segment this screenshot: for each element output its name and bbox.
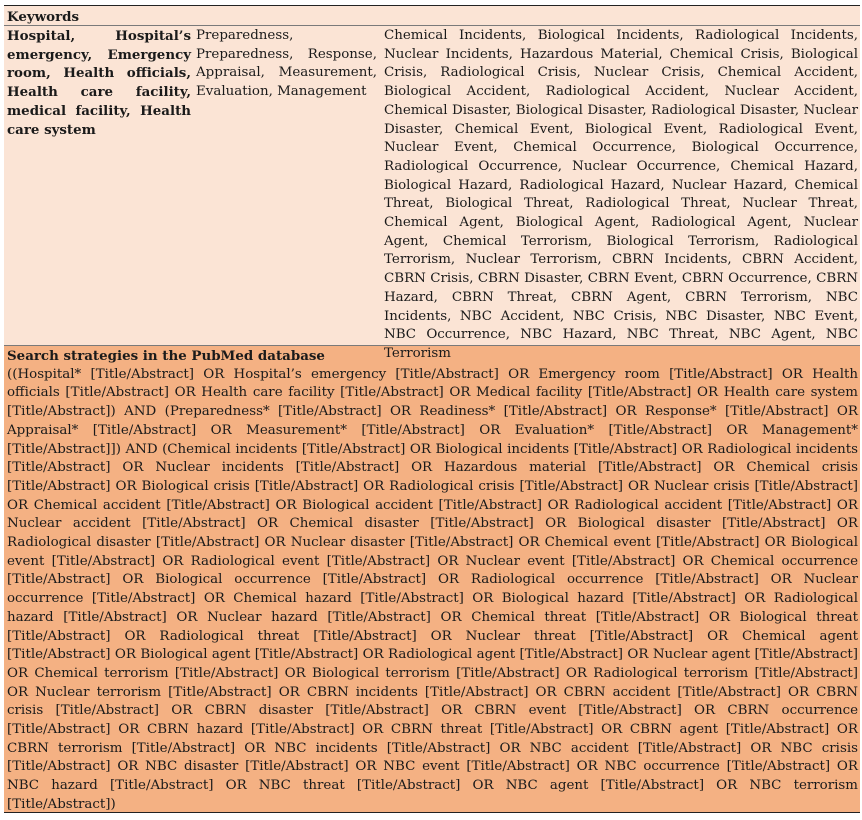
- setting-keywords-cell: Hospital, Hospital’s emergency, Emergency room, Health officials, Health care facility, medical facility, Health care system: [7, 28, 191, 138]
- keywords-header-row: [4, 6, 860, 26]
- keywords-header: Keywords: [7, 9, 80, 25]
- preparedness-keywords-cell: Preparedness, Preparedness, Response, Appraisal, Measurement, Evaluation, Management: [196, 28, 377, 100]
- search-strategy-text: ((Hospital* [Title/Abstract] OR Hospital’s emergency [Title/Abstract] OR Emergency room [Title/Abstract] OR Health officials [Title/Abstract] OR Health care facility [Title/Abstract] OR Medical facility [Title/Abstract] OR Health care system [Title/Abstract]) AND (Preparedness* [Title/Abstract] OR Readiness* [Title/Abstract] OR Response* [Title/Abstract] OR Appraisal* [Title/Abstract] OR Measurement* [Title/Abstract] OR Evaluation* [Title/Abstract] OR Management* [Title/Abstract]]) AND (Chemical incidents [Title/Abstract] OR Biological incidents [Title/Abstract] OR Radiological incidents [Title/Abstract] OR Nuclear incidents [Title/Abstract] OR Hazardous material [Title/Abstract] OR Chemical crisis [Title/Abstract] OR Biological crisis [Title/Abstract] OR Radiological crisis [Title/Abstract] OR Nuclear crisis [Title/Abstract] OR Chemical accident [Title/Abstract] OR Biological accident [Title/Abstract] OR Radiological accident [Title/Abstract] OR Nuclear accident [Title/Abstract] OR Chemical disaster [Title/Abstract] OR Biological disaster [Title/Abstract] OR Radiological disaster [Title/Abstract] OR Nuclear disaster [Title/Abstract] OR Chemical event [Title/Abstract] OR Biological event [Title/Abstract] OR Radiological event [Title/Abstract] OR Nuclear event [Title/Abstract] OR Chemical occurrence [Title/Abstract] OR Biological occurrence [Title/Abstract] OR Radiological occurrence [Title/Abstract] OR Nuclear occurrence [Title/Abstract] OR Chemical hazard [Title/Abstract] OR Biological hazard [Title/Abstract] OR Radiological hazard [Title/Abstract] OR Nuclear hazard [Title/Abstract] OR Chemical threat [Title/Abstract] OR Biological threat [Title/Abstract] OR Radiological threat [Title/Abstract] OR Nuclear threat [Title/Abstract] OR Chemical agent [Title/Abstract] OR Biological agent [Title/Abstract] OR Radiological agent [Title/Abstract] OR Nuclear agent [Title/Abstract] OR Chemical terrorism [Title/Abstract] OR Biological terrorism [Title/Abstract] OR Radiological terrorism [Title/Abstract] OR Nuclear terrorism [Title/Abstract] OR CBRN incidents [Title/Abstract] OR CBRN accident [Title/Abstract] OR CBRN crisis [Title/Abstract] OR CBRN disaster [Title/Abstract] OR CBRN event [Title/Abstract] OR CBRN occurrence [Title/Abstract] OR CBRN hazard [Title/Abstract] OR CBRN threat [Title/Abstract] OR CBRN agent [Title/Abstract] OR CBRN terrorism [Title/Abstract] OR NBC incidents [Title/Abstract] OR NBC accident [Title/Abstract] OR NBC crisis [Title/Abstract] OR NBC disaster [Title/Abstract] OR NBC event [Title/Abstract] OR NBC occurrence [Title/Abstract] OR NBC hazard [Title/Abstract] OR NBC threat [Title/Abstract] OR NBC agent [Title/Abstract] OR NBC terrorism [Title/Abstract]): [7, 366, 858, 812]
- keywords-search-table: [4, 5, 860, 813]
- search-strategy-header: Search strategies in the PubMed database: [7, 348, 325, 364]
- cbrn-keywords-cell: Chemical Incidents, Biological Incidents, Radiological Incidents, Nuclear Incidents, Hazardous Material, Chemical Crisis, Biological Crisis, Radiological Crisis, Nuclear Crisis, Chemical Accident, Biological Accident, Radiological Accident, Nuclear Accident, Chemical Disaster, Biological Disaster, Radiological Disaster, Nuclear Disaster, Chemical Event, Biological Event, Radiological Event, Nuclear Event, Chemical Occurrence, Biological Occurrence, Radiological Occurrence, Nuclear Occurrence, Chemical Hazard, Biological Hazard, Radiological Hazard, Nuclear Hazard, Chemical Threat, Biological Threat, Radiological Threat, Nuclear Threat, Chemical Agent, Biological Agent, Radiological Agent, Nuclear Agent, Chemical Terrorism, Biological Terrorism, Radiological Terrorism, Nuclear Terrorism, CBRN Incidents, CBRN Accident, CBRN Crisis, CBRN Disaster, CBRN Event, CBRN Occurrence, CBRN Hazard, CBRN Threat, CBRN Agent, CBRN Terrorism, NBC Incidents, NBC Accident, NBC Crisis, NBC Disaster, NBC Event, NBC Occurrence, NBC Hazard, NBC Threat, NBC Agent, NBC Terrorism: [384, 28, 858, 361]
- search-strategy-row: [4, 346, 860, 812]
